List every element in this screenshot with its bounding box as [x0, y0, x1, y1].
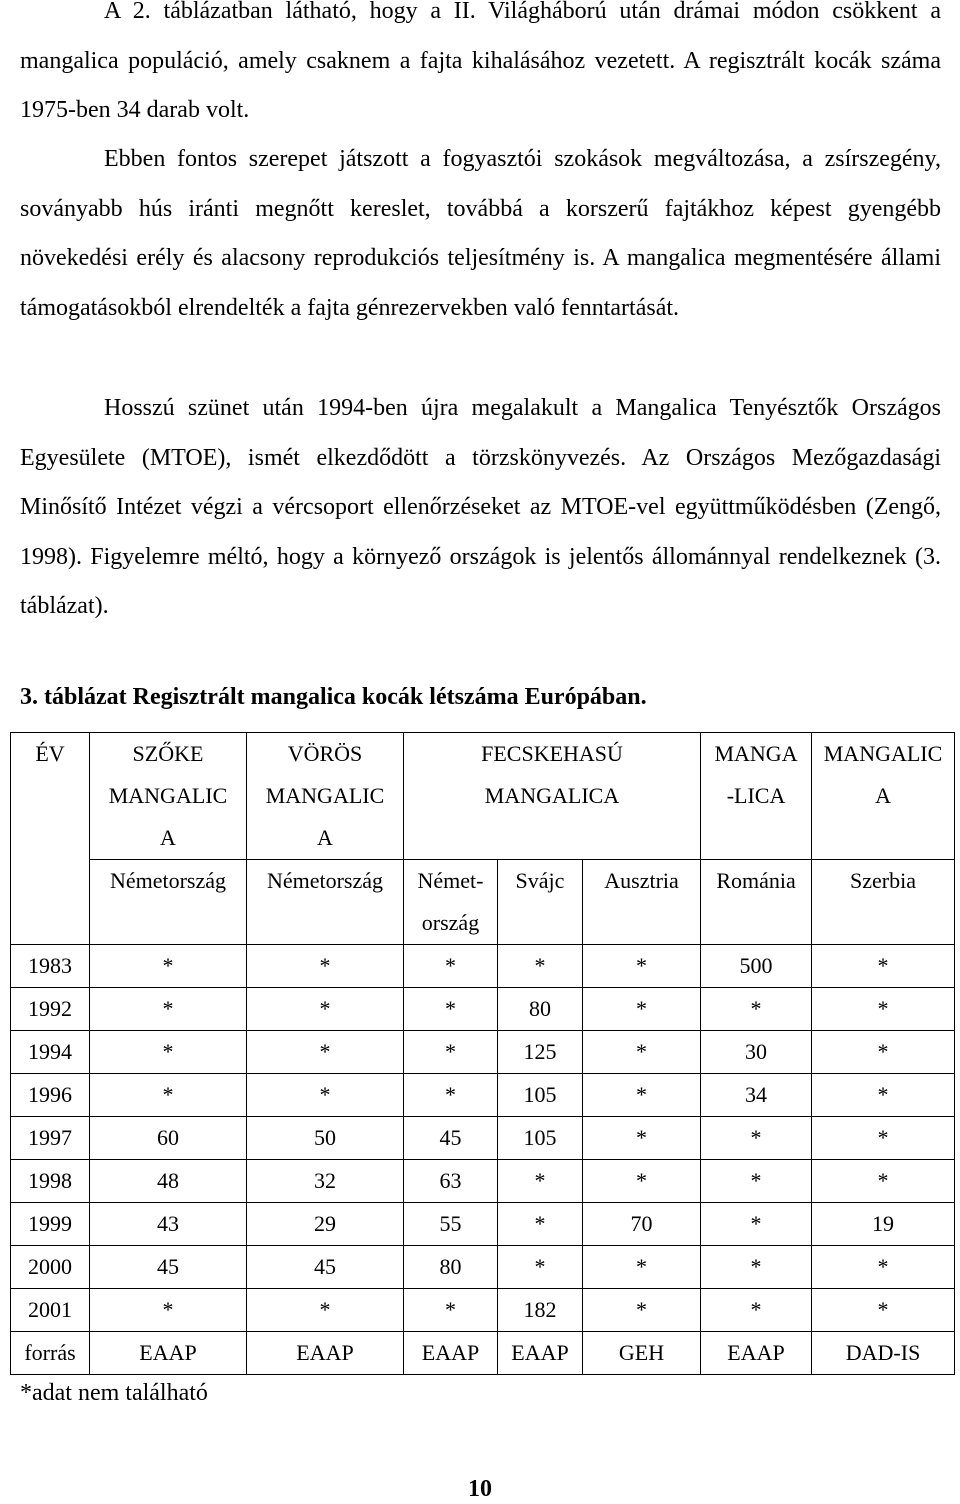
table-cell: 48	[90, 1160, 247, 1203]
table-cell: *	[90, 1289, 247, 1332]
table-row	[11, 945, 955, 988]
table-row	[11, 1031, 955, 1074]
row-label-cell: 1997	[11, 1117, 90, 1160]
table-cell: *	[812, 1074, 955, 1117]
table-cell: 34	[701, 1074, 812, 1117]
table-cell: EAAP	[247, 1332, 404, 1375]
table-row	[11, 1117, 955, 1160]
table-cell: *	[583, 1117, 701, 1160]
table-cell: *	[812, 1117, 955, 1160]
country-header: Ausztria	[583, 860, 701, 945]
row-label-cell: 2001	[11, 1289, 90, 1332]
table-cell: *	[404, 945, 498, 988]
table-cell: *	[583, 945, 701, 988]
table-cell: 80	[404, 1246, 498, 1289]
row-label-cell: 1998	[11, 1160, 90, 1203]
table-cell: 63	[404, 1160, 498, 1203]
table-cell: 30	[701, 1031, 812, 1074]
table-cell: *	[404, 988, 498, 1031]
paragraph-postwar-decline: A 2. táblázatban látható, hogy a II. Világháború után drámai módon csökkent a mangalica populáció, amely csaknem a fajta kihalásához vezetett. A regisztrált kocák száma 1975-ben 34 darab volt.	[20, 0, 941, 123]
table-cell: 105	[498, 1117, 583, 1160]
table-cell: 45	[247, 1246, 404, 1289]
table-cell: *	[701, 1246, 812, 1289]
table-row	[11, 1246, 955, 1289]
breed-header-mangalica-rs: MANGALIC A	[812, 733, 955, 860]
table-cell: 125	[498, 1031, 583, 1074]
table-cell: 43	[90, 1203, 247, 1246]
table-cell: *	[812, 1160, 955, 1203]
country-header-row	[11, 860, 955, 945]
table-cell: *	[701, 1160, 812, 1203]
table-cell: *	[90, 988, 247, 1031]
row-label-cell: 1992	[11, 988, 90, 1031]
table-cell: *	[583, 988, 701, 1031]
table-cell: *	[583, 1160, 701, 1203]
table-row	[11, 1160, 955, 1203]
table-cell: *	[90, 1031, 247, 1074]
sow-registry-table	[10, 732, 955, 1375]
table-cell: *	[701, 988, 812, 1031]
table-cell: 70	[583, 1203, 701, 1246]
table-cell: *	[812, 945, 955, 988]
table-cell: GEH	[583, 1332, 701, 1375]
table-cell: 45	[404, 1117, 498, 1160]
paragraph-causes: Ebben fontos szerepet játszott a fogyasztói szokások megváltozása, a zsírszegény, soványabb hús iránti megnőtt kereslet, továbbá a korszerű fajtákhoz képest gyengébb növekedési erély és alacsony reprodukciós teljesítmény is. A mangalica megmentésére állami támogatásokból elrendelték a fajta génrezervekben való fenntartását.	[20, 146, 941, 321]
country-header: Svájc	[498, 860, 583, 945]
table-cell: 19	[812, 1203, 955, 1246]
table-cell: *	[498, 1246, 583, 1289]
row-label-cell: 1983	[11, 945, 90, 988]
table-cell: *	[498, 945, 583, 988]
table-cell: 32	[247, 1160, 404, 1203]
year-header: ÉV	[11, 733, 90, 945]
table-cell: *	[583, 1031, 701, 1074]
table-row	[11, 1289, 955, 1332]
table-cell: *	[498, 1160, 583, 1203]
table-cell: *	[404, 1031, 498, 1074]
table-cell: *	[583, 1246, 701, 1289]
table-cell: *	[247, 1289, 404, 1332]
table-cell: *	[498, 1203, 583, 1246]
table-cell: *	[701, 1117, 812, 1160]
row-label-cell: 1999	[11, 1203, 90, 1246]
table-cell: DAD-IS	[812, 1332, 955, 1375]
table-row	[11, 1074, 955, 1117]
row-label-cell: 1994	[11, 1031, 90, 1074]
table-row	[11, 1332, 955, 1375]
table-cell: 500	[701, 945, 812, 988]
table-cell: EAAP	[404, 1332, 498, 1375]
table-cell: *	[812, 1031, 955, 1074]
table-cell: *	[247, 1074, 404, 1117]
table-caption: 3. táblázat Regisztrált mangalica kocák létszáma Európában.	[20, 684, 647, 710]
table-cell: 105	[498, 1074, 583, 1117]
table-cell: 55	[404, 1203, 498, 1246]
table-cell: *	[701, 1203, 812, 1246]
table-cell: *	[247, 1031, 404, 1074]
country-header: Német- ország	[404, 860, 498, 945]
table-row	[11, 1203, 955, 1246]
row-label-cell: forrás	[11, 1332, 90, 1375]
table-cell: 182	[498, 1289, 583, 1332]
breed-header-voros: VÖRÖS MANGALIC A	[247, 733, 404, 860]
table-cell: *	[247, 988, 404, 1031]
table-cell: *	[583, 1289, 701, 1332]
country-header: Szerbia	[812, 860, 955, 945]
table-cell: *	[701, 1289, 812, 1332]
breed-header-szoke: SZŐKE MANGALIC A	[90, 733, 247, 860]
table-cell: *	[583, 1074, 701, 1117]
breed-header-row	[11, 733, 955, 860]
table-cell: *	[404, 1289, 498, 1332]
footnote: *adat nem található	[20, 1380, 208, 1406]
country-header: Németország	[247, 860, 404, 945]
table-cell: EAAP	[498, 1332, 583, 1375]
table-cell: *	[812, 988, 955, 1031]
table-cell: 80	[498, 988, 583, 1031]
country-header: Románia	[701, 860, 812, 945]
table-cell: 45	[90, 1246, 247, 1289]
page-number: 10	[468, 1476, 492, 1502]
table-cell: EAAP	[90, 1332, 247, 1375]
table-cell: 60	[90, 1117, 247, 1160]
table-row	[11, 988, 955, 1031]
country-header: Németország	[90, 860, 247, 945]
table-cell: EAAP	[701, 1332, 812, 1375]
table-cell: *	[247, 945, 404, 988]
table-cell: 50	[247, 1117, 404, 1160]
table-cell: *	[812, 1289, 955, 1332]
row-label-cell: 1996	[11, 1074, 90, 1117]
breed-header-fecskehasu: FECSKEHASÚ MANGALICA	[404, 733, 701, 860]
paragraph-mtoe: Hosszú szünet után 1994-ben újra megalakult a Mangalica Tenyésztők Országos Egyesülete (MTOE), ismét elkezdődött a törzskönyvezés. Az Országos Mezőgazdasági Minősítő Intézet végzi a vércsoport ellenőrzéseket az MTOE-vel együttműködésben (Zengő, 1998). Figyelemre méltó, hogy a környező országok is jelentős állománnyal rendelkeznek (3. táblázat).	[20, 395, 941, 619]
table-cell: *	[90, 945, 247, 988]
breed-header-mangalica-ro: MANGA -LICA	[701, 733, 812, 860]
table-cell: *	[812, 1246, 955, 1289]
table-cell: *	[404, 1074, 498, 1117]
row-label-cell: 2000	[11, 1246, 90, 1289]
table-cell: 29	[247, 1203, 404, 1246]
table-cell: *	[90, 1074, 247, 1117]
